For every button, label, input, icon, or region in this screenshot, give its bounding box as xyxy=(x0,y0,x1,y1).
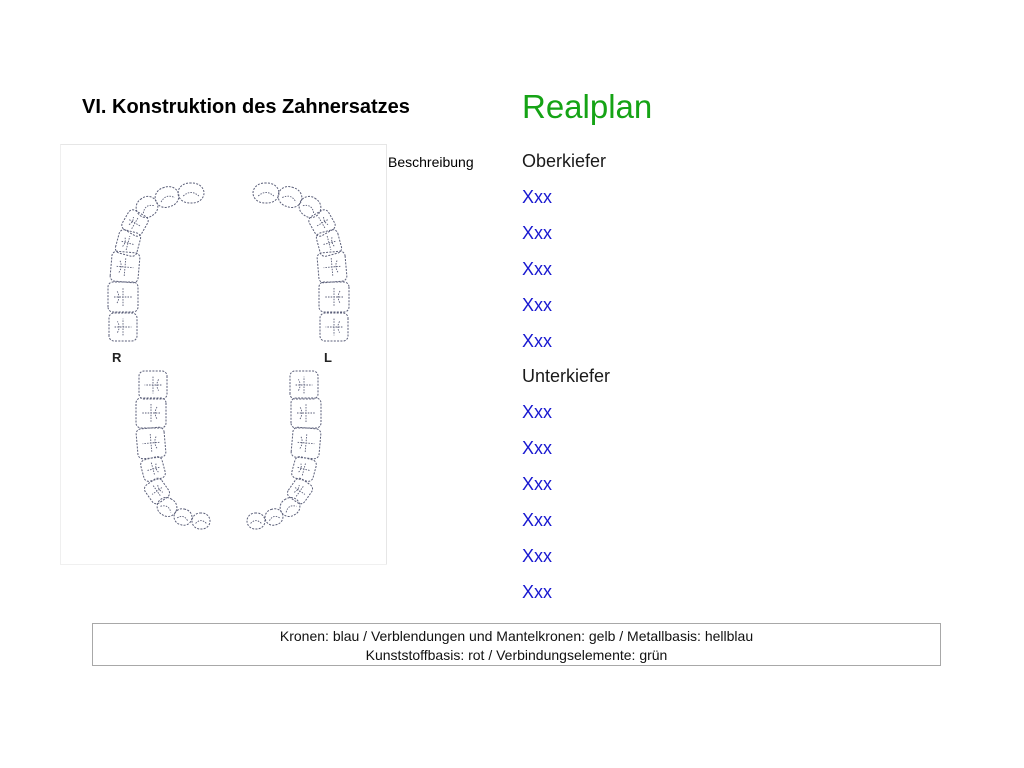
upper-item: Xxx xyxy=(522,295,553,315)
upper-item: Xxx xyxy=(522,187,553,207)
upper-jaw-heading: Oberkiefer xyxy=(522,151,607,171)
right-side-label: R xyxy=(112,350,122,365)
legend-line-2: Kunststoffbasis: rot / Verbindungselemente: grün xyxy=(365,647,668,663)
dental-arches-drawing xyxy=(61,145,386,564)
upper-item: Xxx xyxy=(522,331,553,351)
upper-item: Xxx xyxy=(522,223,553,243)
legend-line-1: Kronen: blau / Verblendungen und Mantelkronen: gelb / Metallbasis: hellblau xyxy=(279,628,754,644)
page-title: VI. Konstruktion des Zahnersatzes xyxy=(82,96,410,118)
lower-item: Xxx xyxy=(522,474,553,494)
lower-item: Xxx xyxy=(522,510,553,530)
lower-item: Xxx xyxy=(522,438,553,458)
dental-chart xyxy=(60,144,387,564)
lower-item: Xxx xyxy=(522,582,553,602)
beschreibung-label: Beschreibung xyxy=(388,154,474,170)
left-side-label: L xyxy=(324,350,332,365)
lower-item: Xxx xyxy=(522,546,553,566)
lower-item: Xxx xyxy=(522,402,553,422)
upper-item: Xxx xyxy=(522,259,553,279)
realplan-heading: Realplan xyxy=(522,88,653,125)
lower-jaw-heading: Unterkiefer xyxy=(522,366,611,386)
color-legend xyxy=(92,623,941,666)
